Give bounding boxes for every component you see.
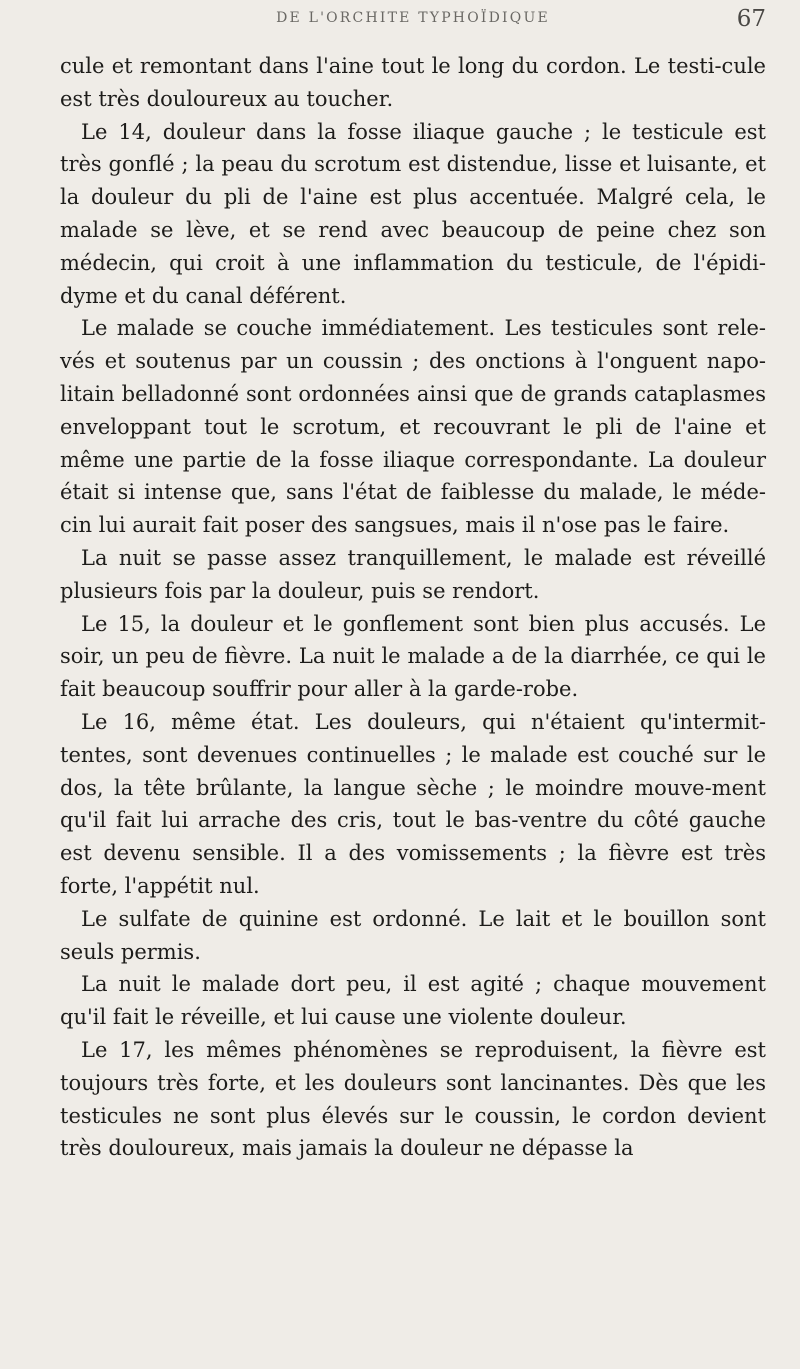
paragraph: Le malade se couche immédiatement. Les testicules sont rele-vés et soutenus par un coussin ; des onctions à l'onguent napo-litain belladonné sont ordonnées ainsi que de grands cataplasmes enveloppant tout le scrotum, et recouvrant le pli de l'aine et même une partie de la fosse iliaque correspondante. La douleur était si intense que, sans l'état de faiblesse du malade, le méde-cin lui aurait fait poser des sangsues, mais il n'ose pas le faire. — [60, 316, 766, 538]
page-number: 67 — [736, 6, 766, 32]
paragraph: La nuit se passe assez tranquillement, le malade est réveillé plusieurs fois par la douleur, puis se rendort. — [60, 545, 766, 603]
running-head — [60, 6, 766, 36]
paragraph: Le 16, même état. Les douleurs, qui n'étaient qu'intermit-tentes, sont devenues continuelles ; le malade est couché sur le dos, la tête brûlante, la langue sèche ; le moindre mouve-ment qu'il fait lui arrache des cris, tout le bas-ventre du côté gauche est devenu sensible. Il a des vomissements ; la fièvre est très forte, l'appétit nul. — [60, 709, 766, 898]
paragraph: Le 14, douleur dans la fosse iliaque gauche ; le testicule est très gonflé ; la peau du scrotum est distendue, lisse et luisante, et la douleur du pli de l'aine est plus accentuée. Malgré cela, le malade se lève, et se rend avec beaucoup de peine chez son médecin, qui croit à une inflammation du testicule, de l'épidi-dyme et du canal déférent. — [60, 119, 766, 308]
paragraph: Le sulfate de quinine est ordonné. Le lait et le bouillon sont seuls permis. — [60, 906, 766, 964]
paragraph: Le 17, les mêmes phénomènes se reproduisent, la fièvre est toujours très forte, et les douleurs sont lancinantes. Dès que les testicules ne sont plus élevés sur le coussin, le cordon devient très douloureux, mais jamais la douleur ne dépasse la — [60, 1037, 766, 1161]
body-text — [60, 50, 766, 1165]
paragraph: cule et remontant dans l'aine tout le long du cordon. Le testi-cule est très douloureux au toucher. — [60, 54, 766, 111]
running-title: DE L'ORCHITE TYPHOÏDIQUE — [276, 10, 550, 26]
paragraph: La nuit le malade dort peu, il est agité ; chaque mouvement qu'il fait le réveille, et lui cause une violente douleur. — [60, 972, 766, 1030]
paragraph: Le 15, la douleur et le gonflement sont bien plus accusés. Le soir, un peu de fièvre. La nuit le malade a de la diarrhée, ce qui le fait beaucoup souffrir pour aller à la garde-robe. — [60, 611, 766, 702]
